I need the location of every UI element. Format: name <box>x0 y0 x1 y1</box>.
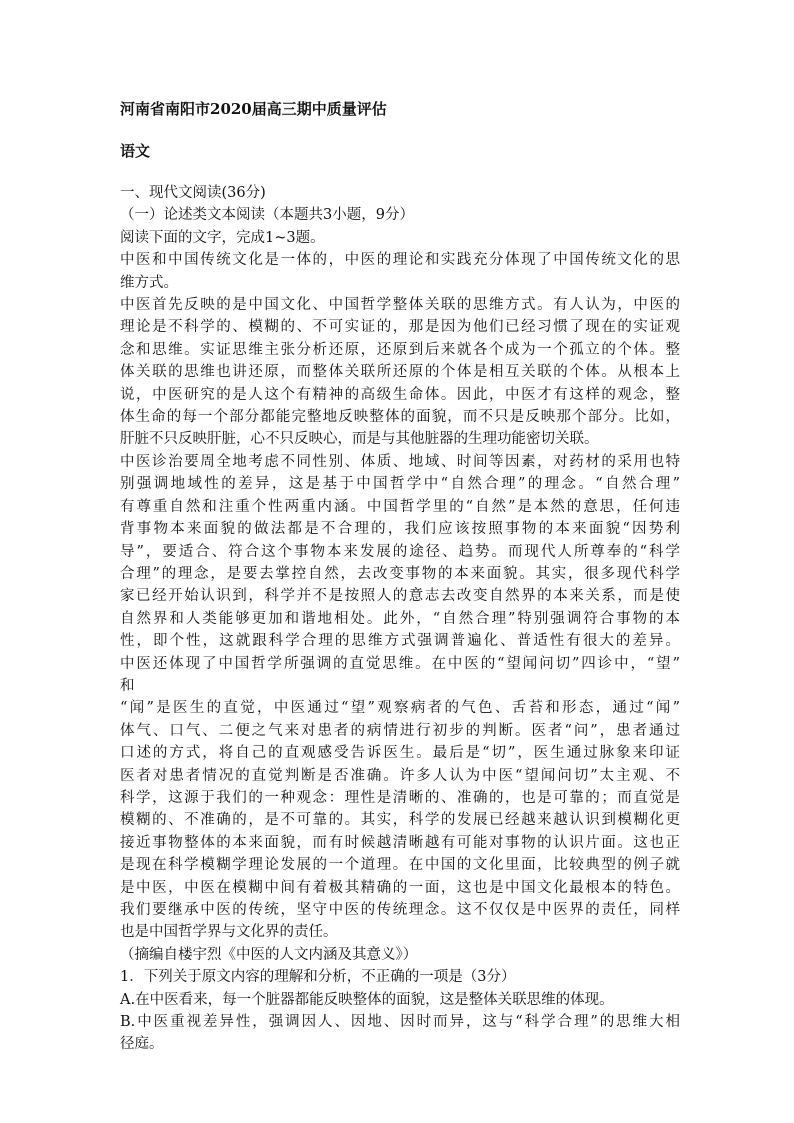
text-line: 中医和中国传统文化是一体的，中医的理论和实践充分体现了中国传统文化的思 <box>120 252 680 269</box>
text-line: 自然界和人类能够更加和谐地相处。此外，“自然合理”特别强调符合事物的本 <box>120 610 680 627</box>
document-title: 河南省南阳市2020届高三期中质量评估 <box>120 100 387 118</box>
text-line: 1．下列关于原文内容的理解和分析，不正确的一项是（3分） <box>120 969 516 986</box>
document-content <box>120 98 680 1056</box>
text-line: 维方式。 <box>120 274 178 291</box>
text-line: 我们要继承中医的传统，坚守中医的传统理念。这不仅仅是中医界的责任，同样 <box>120 902 680 918</box>
text-line: （摘编自楼宇烈《中医的人文内涵及其意义》） <box>120 946 418 963</box>
text-line: 体生命的每一个部分都能完整地反映整体的面貌，而不只是反映那个部分。比如， <box>120 409 680 426</box>
text-line: 中医首先反映的是中国文化、中国哲学整体关联的思维方式。有人认为，中医的 <box>120 297 680 314</box>
text-line: A.在中医看来，每一个脏器都能反映整体的面貌，这是整体关联思维的体现。 <box>120 991 614 1008</box>
body-text <box>120 182 680 1056</box>
text-line: B.中医重视差异性，强调因人、因地、因时而异，这与“科学合理”的思维大相 <box>120 1014 680 1031</box>
text-line: 说，中医研究的是人这个有精神的高级生命体。因此，中医才有这样的观念，整 <box>120 386 680 403</box>
subject-heading: 语文 <box>120 142 151 160</box>
text-line: 模糊的、不准确的，是不可靠的。其实，科学的发展已经越来越认识到模糊化更 <box>120 812 680 829</box>
text-line: 是中医，中医在模糊中间有着极其精确的一面，这也是中国文化最根本的特色。 <box>120 879 680 896</box>
text-line: 性，即个性，这就跟科学合理的思维方式强调普遍化、普适性有很大的差异。 <box>120 633 680 650</box>
text-line: 也是中国哲学界与文化界的责任。 <box>120 924 338 941</box>
text-line: “闻”是医生的直觉，中医通过“望”观察病者的气色、舌苔和形态，通过“闻” <box>120 700 680 717</box>
text-line: 家已经开始认识到，科学并不是按照人的意志去改变自然界的本来关系，而是使 <box>120 588 680 605</box>
text-line: 和 <box>120 677 135 694</box>
text-line: 导”，要适合、符合这个事物本来发展的途径、趋势。而现代人所尊奉的“科学 <box>120 543 680 560</box>
text-line: 科学，这源于我们的一种观念：理性是清晰的、准确的，也是可靠的；而直觉是 <box>120 789 680 806</box>
text-line: 阅读下面的文字，完成1~3题。 <box>120 229 325 246</box>
text-line: 一、现代文阅读(36分) <box>120 185 266 201</box>
text-line: 有尊重自然和注重个性两重内涵。中国哲学里的“自然”是本然的意思，任何违 <box>120 498 680 515</box>
text-line: 口述的方式，将自己的直观感受告诉医生。最后是“切”，医生通过脉象来印证 <box>120 745 680 762</box>
text-line: 接近事物整体的本来面貌，而有时候越清晰越有可能对事物的认识片面。这也正 <box>120 834 680 851</box>
text-line: 念和思维。实证思维主张分析还原，还原到后来就各个成为一个孤立的个体。整 <box>120 341 680 358</box>
text-line: 中医诊治要周全地考虑不同性别、体质、地域、时间等因素，对药材的采用也特 <box>120 453 680 470</box>
text-line: （一）论述类文本阅读（本题共3小题，9分） <box>120 207 414 224</box>
text-line: 医者对患者情况的直觉判断是否准确。许多人认为中医“望闻问切”太主观、不 <box>120 767 680 784</box>
text-line: 肝脏不只反映肝脏，心不只反映心，而是与其他脏器的生理功能密切关联。 <box>120 431 599 448</box>
text-line: 体气、口气、二便之气来对患者的病情进行初步的判断。医者“问”，患者通过 <box>120 722 680 739</box>
text-line: 理论是不科学的、模糊的、不可实证的，那是因为他们已经习惯了现在的实证观 <box>120 319 680 336</box>
text-line: 是现在科学模糊学理论发展的一个道理。在中国的文化里面，比较典型的例子就 <box>120 857 680 874</box>
text-line: 径庭。 <box>120 1036 164 1053</box>
text-line: 中医还体现了中国哲学所强调的直觉思维。在中医的“望闻问切”四诊中，“望” <box>120 655 680 672</box>
text-line: 体关联的思维也讲还原，而整体关联所还原的个体是相互关联的个体。从根本上 <box>120 364 680 381</box>
text-line: 别强调地域性的差异，这是基于中国哲学中“自然合理”的理念。“自然合理” <box>120 476 680 493</box>
text-line: 合理”的理念，是要去掌控自然，去改变事物的本来面貌。其实，很多现代科学 <box>120 565 680 582</box>
text-line: 背事物本来面貌的做法都是不合理的，我们应该按照事物的本来面貌“因势利 <box>120 521 680 538</box>
